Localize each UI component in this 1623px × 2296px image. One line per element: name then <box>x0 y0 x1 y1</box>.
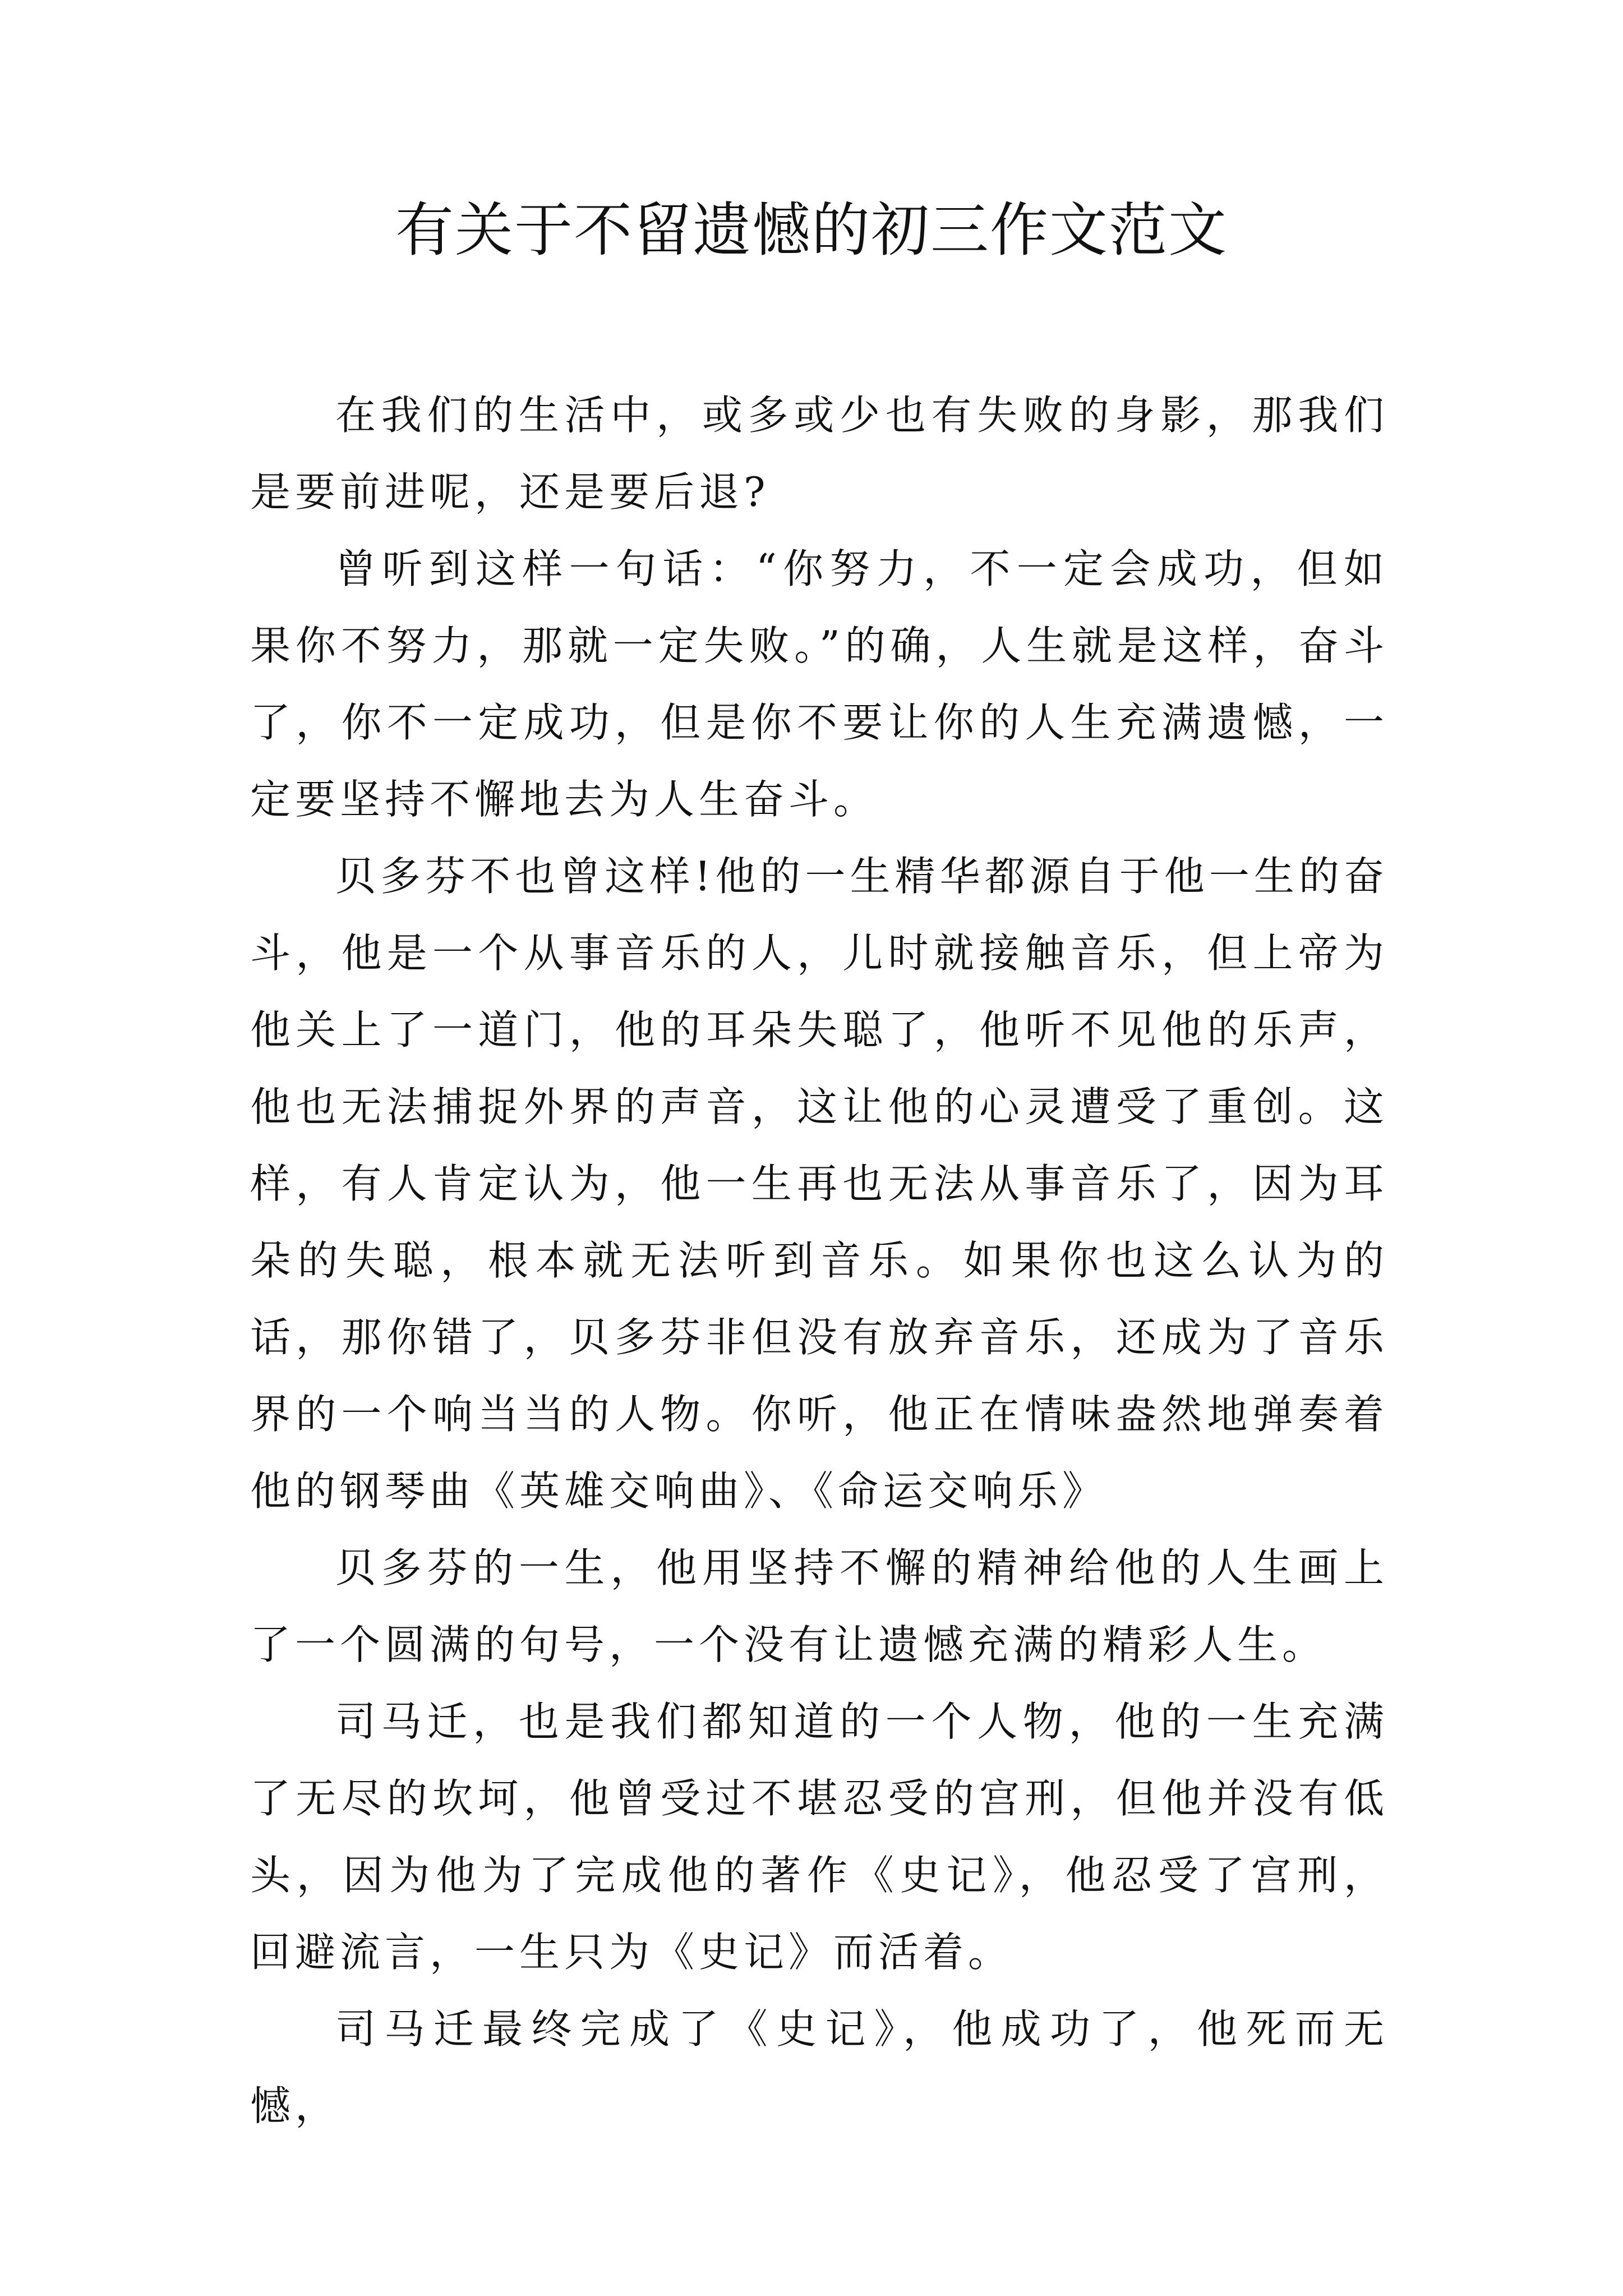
paragraph-2: 曾听到这样一句话：“你努力，不一定会成功，但如果你不努力，那就一定失败。”的确，人生就是这样，奋斗了，你不一定成功，但是你不要让你的人生充满遗憾，一定要坚持不懈地去为人生奋斗。 <box>250 545 1389 823</box>
paragraph-1: 在我们的生活中，或多或少也有失败的身影，那我们是要前进呢，还是要后退? <box>250 392 1389 516</box>
document-title: 有关于不留遗憾的初三作文范文 <box>395 196 1228 264</box>
paragraph-3: 贝多芬不也曾这样!他的一生精华都源自于他一生的奋斗，他是一个从事音乐的人，儿时就接触音乐，但上帝为他关上了一道门，他的耳朵失聪了，他听不见他的乐声，他也无法捕捉外界的声音，这让他的心灵遭受了重创。这样，有人肯定认为，他一生再也无法从事音乐了，因为耳朵的失聪，根本就无法听到音乐。如果你也这么认为的话，那你错了，贝多芬非但没有放弃音乐，还成为了音乐界的一个响当当的人物。你听，他正在情味盎然地弹奏着他的钢琴曲《英雄交响曲》、《命运交响乐》 <box>250 853 1389 1515</box>
paragraph-4: 贝多芬的一生，他用坚持不懈的精神给他的人生画上了一个圆满的句号，一个没有让遗憾充满的精彩人生。 <box>250 1544 1389 1668</box>
paragraph-6: 司马迁最终完成了《史记》，他成功了，他死而无憾， <box>250 2005 1389 2129</box>
paragraph-5: 司马迁，也是我们都知道的一个人物，他的一生充满了无尽的坎坷，他曾受过不堪忍受的宫刑，但他并没有低头，因为他为了完成他的著作《史记》，他忍受了宫刑，回避流言，一生只为《史记》而活着。 <box>250 1698 1389 1976</box>
document-body <box>250 377 1389 2145</box>
